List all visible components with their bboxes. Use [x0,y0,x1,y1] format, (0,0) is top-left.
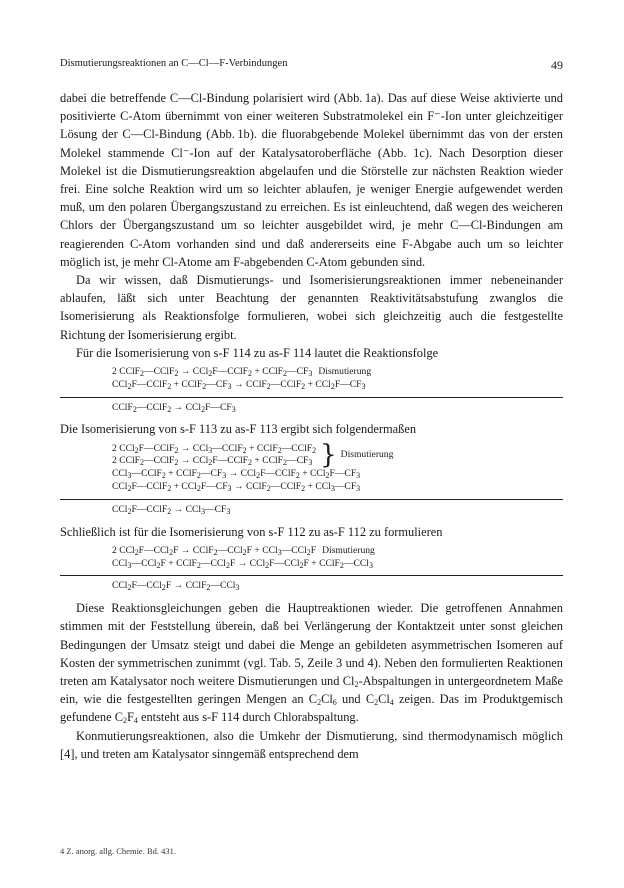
brace: } [320,440,337,471]
page-number: 49 [551,58,563,72]
page-body [60,58,563,763]
dismutation-label: Dismutierung [318,366,372,378]
reaction-scheme-2 [60,440,563,517]
reaction-scheme-3 [60,545,563,593]
footer-signature: 4 Z. anorg. allg. Chemie. Bd. 431. [60,846,176,856]
equation: CCl$_3$—CClF$_2$ + $CClF_2—CF_3$ → CCl$_2$F—CClF$_2$ + $CCl_2F—CF_3$ [112,468,361,481]
paragraph-2: Da wir wissen, daß Dismutierungs- und Isomerisierungsreaktionen immer nebeneinander ablaufen, läßt sich unter Beachtung der genannten Reaktivitätsabstufung zwanglos die Isomerisierung als Reaktionsfolge formulieren, wobei sich gleichzeitig auch die festgestellte Richtung der Isomerisierung ergibt. [60,273,563,342]
dismutation-label: Dismutierung [322,544,375,556]
equation: 2 CCl$_2$F—CClF$_2$ → CCl$_3$—CClF$_2$ + CClF$_2$—CClF$_2$ [112,442,317,455]
paragraph-5: Schließlich ist für die Isomerisierung von s-F 112 zu as-F 112 zu formulieren [60,524,443,539]
equation: 2 CClF$_2$—CClF$_2$ → CCl$_2$F—CClF$_2$ + $CClF_2—CF_3$ Dismutierung [112,366,372,379]
paragraph-4: Die Isomerisierung von s-F 113 zu as-F 113 ergibt sich folgendermaßen [60,422,417,437]
dismutation-label: Dismutierung [340,449,394,461]
sum-rule [60,397,563,398]
net-equation: CCl$_2$F—CCl$_2$F → CClF$_2$—CCl$_3$ [112,580,240,593]
reaction-scheme-1 [60,366,563,414]
equation: 2 CClF$_2$—CClF$_2$ → CCl$_2$F—CClF$_2$ + $CClF_2—CF_3$ [112,455,313,468]
net-equation: CClF$_2$—CClF$_2$ → $CCl_2F—CF_3$ [112,401,236,414]
paragraph-3: Für die Isomerisierung von s-F 114 zu as-F 114 lautet die Reaktionsfolge [76,345,439,360]
paragraph-6: Diese Reaktionsgleichungen geben die Hauptreaktionen wieder. Die getroffenen Annahmen stimmen mit der Feststellung überein, daß bei Verlängerung der Kontaktzeit unter sonst gleichen Bedingungen der Umsatz steigt und dabei die Menge an gebildeten asymmetrischen Isomeren auf Kosten der symmetrischen zunimmt (vgl. Tab. 5, Zeile 3 und 4). Neben den formulierten Reaktionen treten am Katalysator noch weitere Dismutierungen und $Cl_2$-Abspaltungen in untergeordnetem Maße ein, wie die festgestellten geringen Mengen an $C_2Cl_6$ und $C_2Cl_4$ zeigen. Das im Produktgemisch gefundene $C_2F_4$ entsteht aus s-F 114 durch Chlorabspaltung. [60,601,563,726]
sum-rule [60,499,563,500]
running-title: Dismutierungsreaktionen an C—Cl—F-Verbindungen [60,58,288,69]
equation: CCl$_3$—CCl$_2$F + CClF$_2$—CCl$_2$F → CCl$_2$F—CCl$_2$F + CClF$_2$—CCl$_3$ [112,557,373,570]
sum-rule [60,575,563,576]
net-equation: CCl$_2$F—CClF$_2$ → $CCl_3—CF_3$ [112,503,231,516]
equation: CCl$_2$F—CClF$_2$ + $CClF_2—CF_3$ → CClF$_2$—CClF$_2$ + $CCl_2F—CF_3$ [112,378,366,391]
equation: CCl$_2$F—CClF$_2$ + $CCl_2F—CF_3$ → CClF$_2$—CClF$_2$ + $CCl_3—CF_3$ [112,481,361,494]
paragraph-7: Konmutierungsreaktionen, also die Umkehr der Dismutierung, sind thermodynamisch möglich [4], und treten am Katalysator sinngemäß entsprechend dem [60,728,563,761]
paragraph-1: dabei die betreffende C—Cl-Bindung polarisiert wird (Abb. 1a). Das auf diese Weise aktivierte und positivierte C-Atom übernimmt von einer weiteren Substratmolekel ein F⁻-Ion unter gleichzeitiger Lösung der C—Cl-Bindung (Abb. 1b). die fluorabgebende Molekel übernimmt das von der ersten Molekel stammende Cl⁻-Ion auf der Katalysatoroberfläche (Abb. 1c). Nach Desorption dieser Molekel ist die Dismutierungsreaktion abgelaufen und die Störstelle zur nächsten Reaktion wieder frei. Eine solche Reaktion wird um so leichter ablaufen, je weniger Energie aufgewendet werden muß, um den polaren Übergangszustand zu erreichen. Es ist einleuchtend, daß wegen des weicheren Chlors der Übergangszustand um so leichter ausgebildet wird, je mehr C—Cl-Bindungen am reagierenden C-Atom vorhanden sind und daß andererseits eine F-Abgabe auch um so leichter möglich ist, je mehr Cl-Atome am F-abgebenden C-Atom gebunden sind. [60,91,563,269]
running-head [60,58,563,73]
equation: 2 CCl$_2$F—CCl$_2$F → CClF$_2$—CCl$_2$F + CCl$_3$—CCl$_2$F Dismutierung [112,544,375,557]
